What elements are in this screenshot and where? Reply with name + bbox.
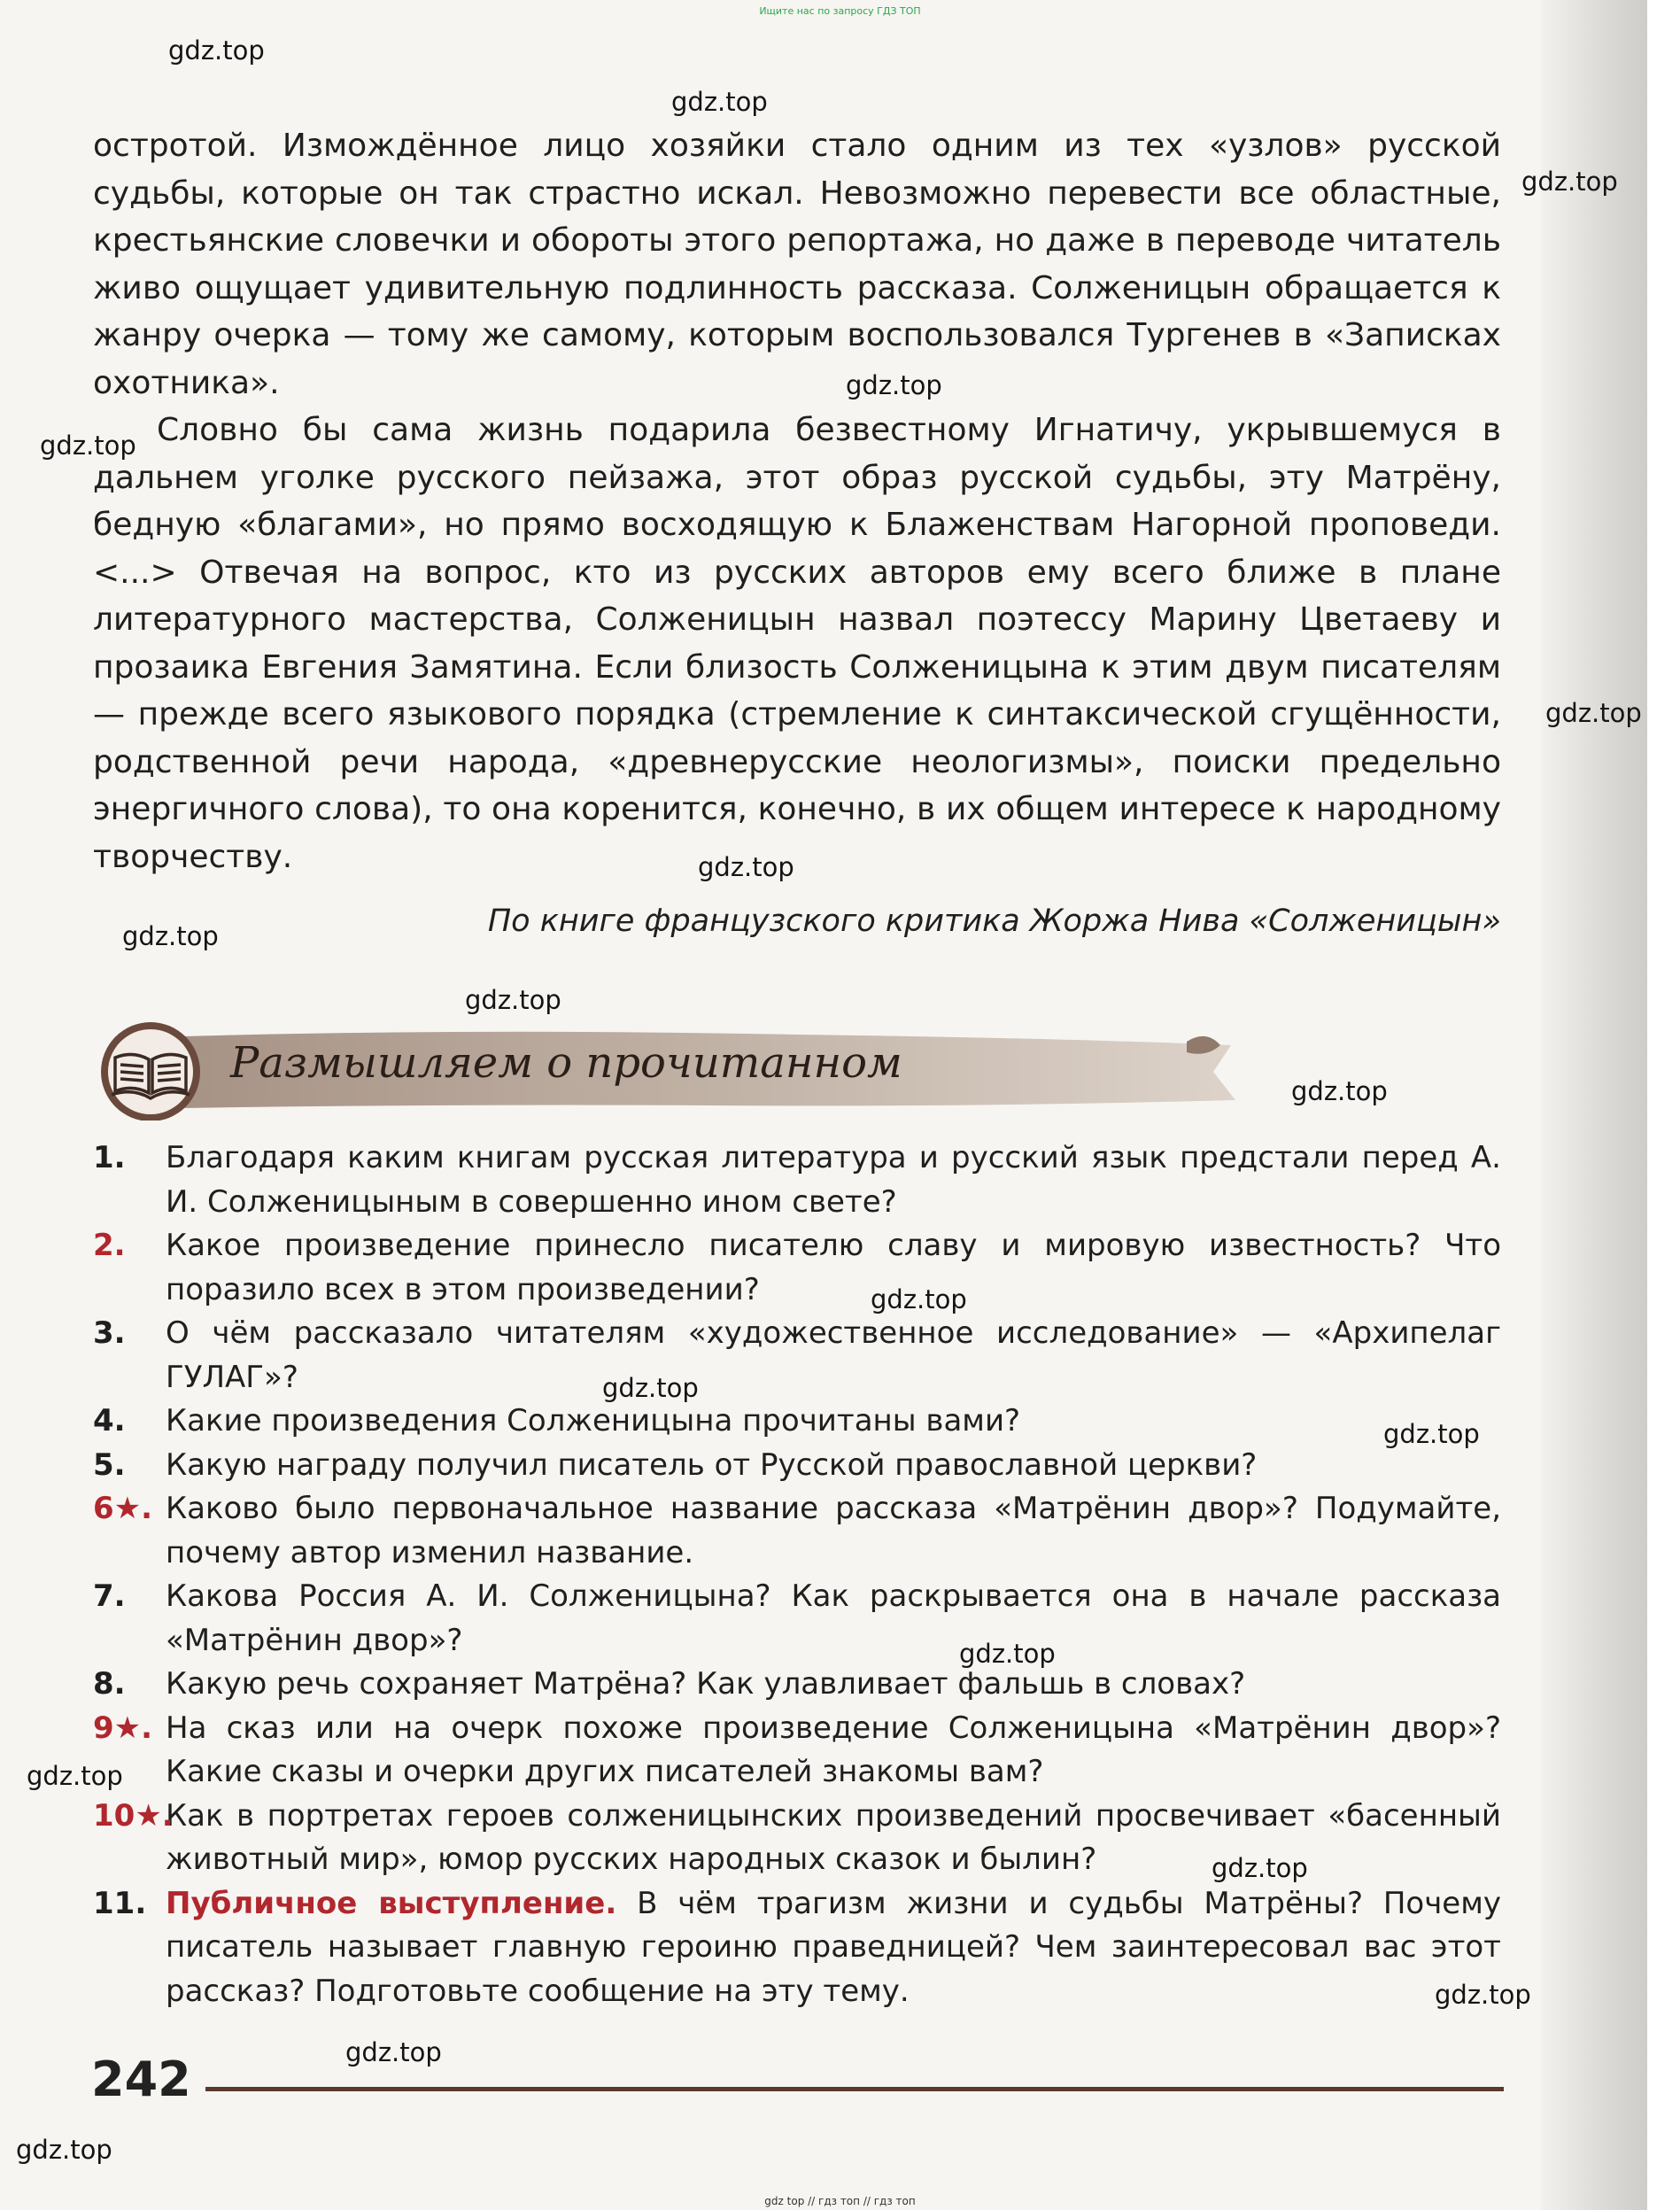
paragraph: Словно бы сама жизнь подарила безвестному Игнатичу, укрывшемуся в дальнем уголке русского пейзажа, этот образ русской судьбы, эту Матрёну, бедную «благами», но прямо восходящую к Блаженствам Нагорной проповеди. <...> Отвечая на вопрос, кто из русских авторов ему всего ближе в плане литературного мастерства, Солженицын назвал поэтессу Марину Цветаеву и прозаика Евгения Замятина. Если близость Солженицына к этим двум писателям — прежде всего языкового порядка (стремление к синтаксической сгущённости, родственной речи народа, «древнерусские неологизмы», поиски предельно энергичного слова), то она коренится, конечно, в их общем интересе к народному творчеству. bbox=[93, 412, 1501, 875]
question-text: Какое произведение принесло писателю славу и мировую известность? Что поразило всех в этом произведении? bbox=[166, 1228, 1501, 1307]
watermark: gdz.top bbox=[671, 87, 768, 117]
question-item bbox=[93, 1707, 1501, 1795]
watermark: gdz.top bbox=[602, 1373, 699, 1403]
question-text: Каково было первоначальное название рассказа «Матрёнин двор»? Подумайте, почему автор изменил название. bbox=[166, 1491, 1501, 1570]
watermark: gdz.top bbox=[345, 2037, 442, 2067]
question-item bbox=[93, 1444, 1501, 1488]
question-lead: Публичное выступление. bbox=[166, 1885, 617, 1921]
watermark: gdz.top bbox=[27, 1761, 123, 1791]
question-text: Как в портретах героев солженицынских произведений просвечивает «басенный животный мир», юмор русских народных сказок и былин? bbox=[166, 1797, 1501, 1877]
watermark: gdz.top bbox=[122, 921, 219, 951]
watermark: gdz.top bbox=[1521, 167, 1618, 197]
watermark: gdz.top bbox=[1545, 698, 1642, 728]
top-note: Ищите нас по запросу ГДЗ ТОП bbox=[759, 5, 921, 17]
question-item bbox=[93, 1882, 1501, 2014]
question-text: Какие произведения Солженицына прочитаны вами? bbox=[166, 1403, 1021, 1438]
question-number: 7. bbox=[93, 1578, 126, 1614]
watermark: gdz.top bbox=[465, 985, 561, 1015]
question-number: 3. bbox=[93, 1315, 126, 1351]
page-gutter-shadow bbox=[1541, 0, 1647, 2210]
watermark: gdz.top bbox=[959, 1639, 1056, 1669]
question-number: 10★. bbox=[93, 1797, 174, 1834]
question-item bbox=[93, 1663, 1501, 1707]
question-item bbox=[93, 1487, 1501, 1575]
question-number: 4. bbox=[93, 1403, 126, 1438]
question-number: 11. bbox=[93, 1885, 147, 1921]
question-item bbox=[93, 1400, 1501, 1444]
source-citation: По книге французского критика Жоржа Нива «Солженицын» bbox=[487, 903, 1501, 939]
watermark: gdz.top bbox=[16, 2135, 112, 2165]
watermark: gdz.top bbox=[168, 35, 265, 66]
bottom-note: gdz top // гдз топ // гдз топ bbox=[764, 2195, 916, 2207]
question-item bbox=[93, 1312, 1501, 1400]
question-number: 5. bbox=[93, 1446, 126, 1483]
question-number: 8. bbox=[93, 1666, 126, 1702]
question-text: О чём рассказало читателям «художественное исследование» — «Архипелаг ГУЛАГ»? bbox=[166, 1315, 1501, 1395]
question-item bbox=[93, 1224, 1501, 1312]
watermark: gdz.top bbox=[1212, 1853, 1308, 1883]
watermark: gdz.top bbox=[1383, 1419, 1480, 1449]
watermark: gdz.top bbox=[871, 1284, 967, 1314]
watermark: gdz.top bbox=[1435, 1980, 1531, 2010]
article-body bbox=[93, 122, 1501, 880]
question-item bbox=[93, 1136, 1501, 1224]
section-title: Размышляем о прочитанном bbox=[230, 1038, 902, 1088]
section-banner bbox=[89, 1019, 1240, 1121]
watermark: gdz.top bbox=[40, 430, 136, 461]
watermark: gdz.top bbox=[698, 852, 794, 882]
watermark: gdz.top bbox=[846, 370, 942, 400]
question-number: 6★. bbox=[93, 1491, 153, 1526]
question-number: 9★. bbox=[93, 1710, 153, 1746]
question-text: Какую речь сохраняет Матрёна? Как улавливает фальшь в словах? bbox=[166, 1666, 1246, 1702]
question-text: Благодаря каким книгам русская литература и русский язык предстали перед А. И. Солженицыным в совершенно ином свете? bbox=[166, 1140, 1501, 1220]
page-footer-rule bbox=[205, 2087, 1504, 2091]
question-number: 2. bbox=[93, 1228, 126, 1263]
watermark: gdz.top bbox=[1291, 1076, 1388, 1106]
question-number: 1. bbox=[93, 1140, 126, 1175]
question-text: В чём трагизм жизни и судьбы Матрёны? Почему писатель называет главную героиню праведницей? Чем заинтересовал вас этот рассказ? Подготовьте сообщение на эту тему. bbox=[166, 1885, 1501, 2009]
page-number: 242 bbox=[91, 2051, 191, 2107]
question-text: На сказ или на очерк похоже произведение Солженицына «Матрёнин двор»? Какие сказы и очерки других писателей знакомы вам? bbox=[166, 1710, 1501, 1789]
question-text: Какова Россия А. И. Солженицына? Как раскрывается она в начале рассказа «Матрёнин двор»? bbox=[166, 1578, 1501, 1658]
paragraph: остротой. Измождённое лицо хозяйки стало одним из тех «узлов» русской судьбы, которые он так страстно искал. Невозможно перевести все областные, крестьянские словечки и обороты этого репортажа, но даже в переводе читатель живо ощущает удивительную подлинность рассказа. Солженицын обращается к жанру очерка — тому же самому, которым воспользовался Тургенев в «Записках охотника». bbox=[93, 128, 1501, 401]
question-item bbox=[93, 1575, 1501, 1663]
question-text: Какую награду получил писатель от Русской православной церкви? bbox=[166, 1446, 1258, 1483]
